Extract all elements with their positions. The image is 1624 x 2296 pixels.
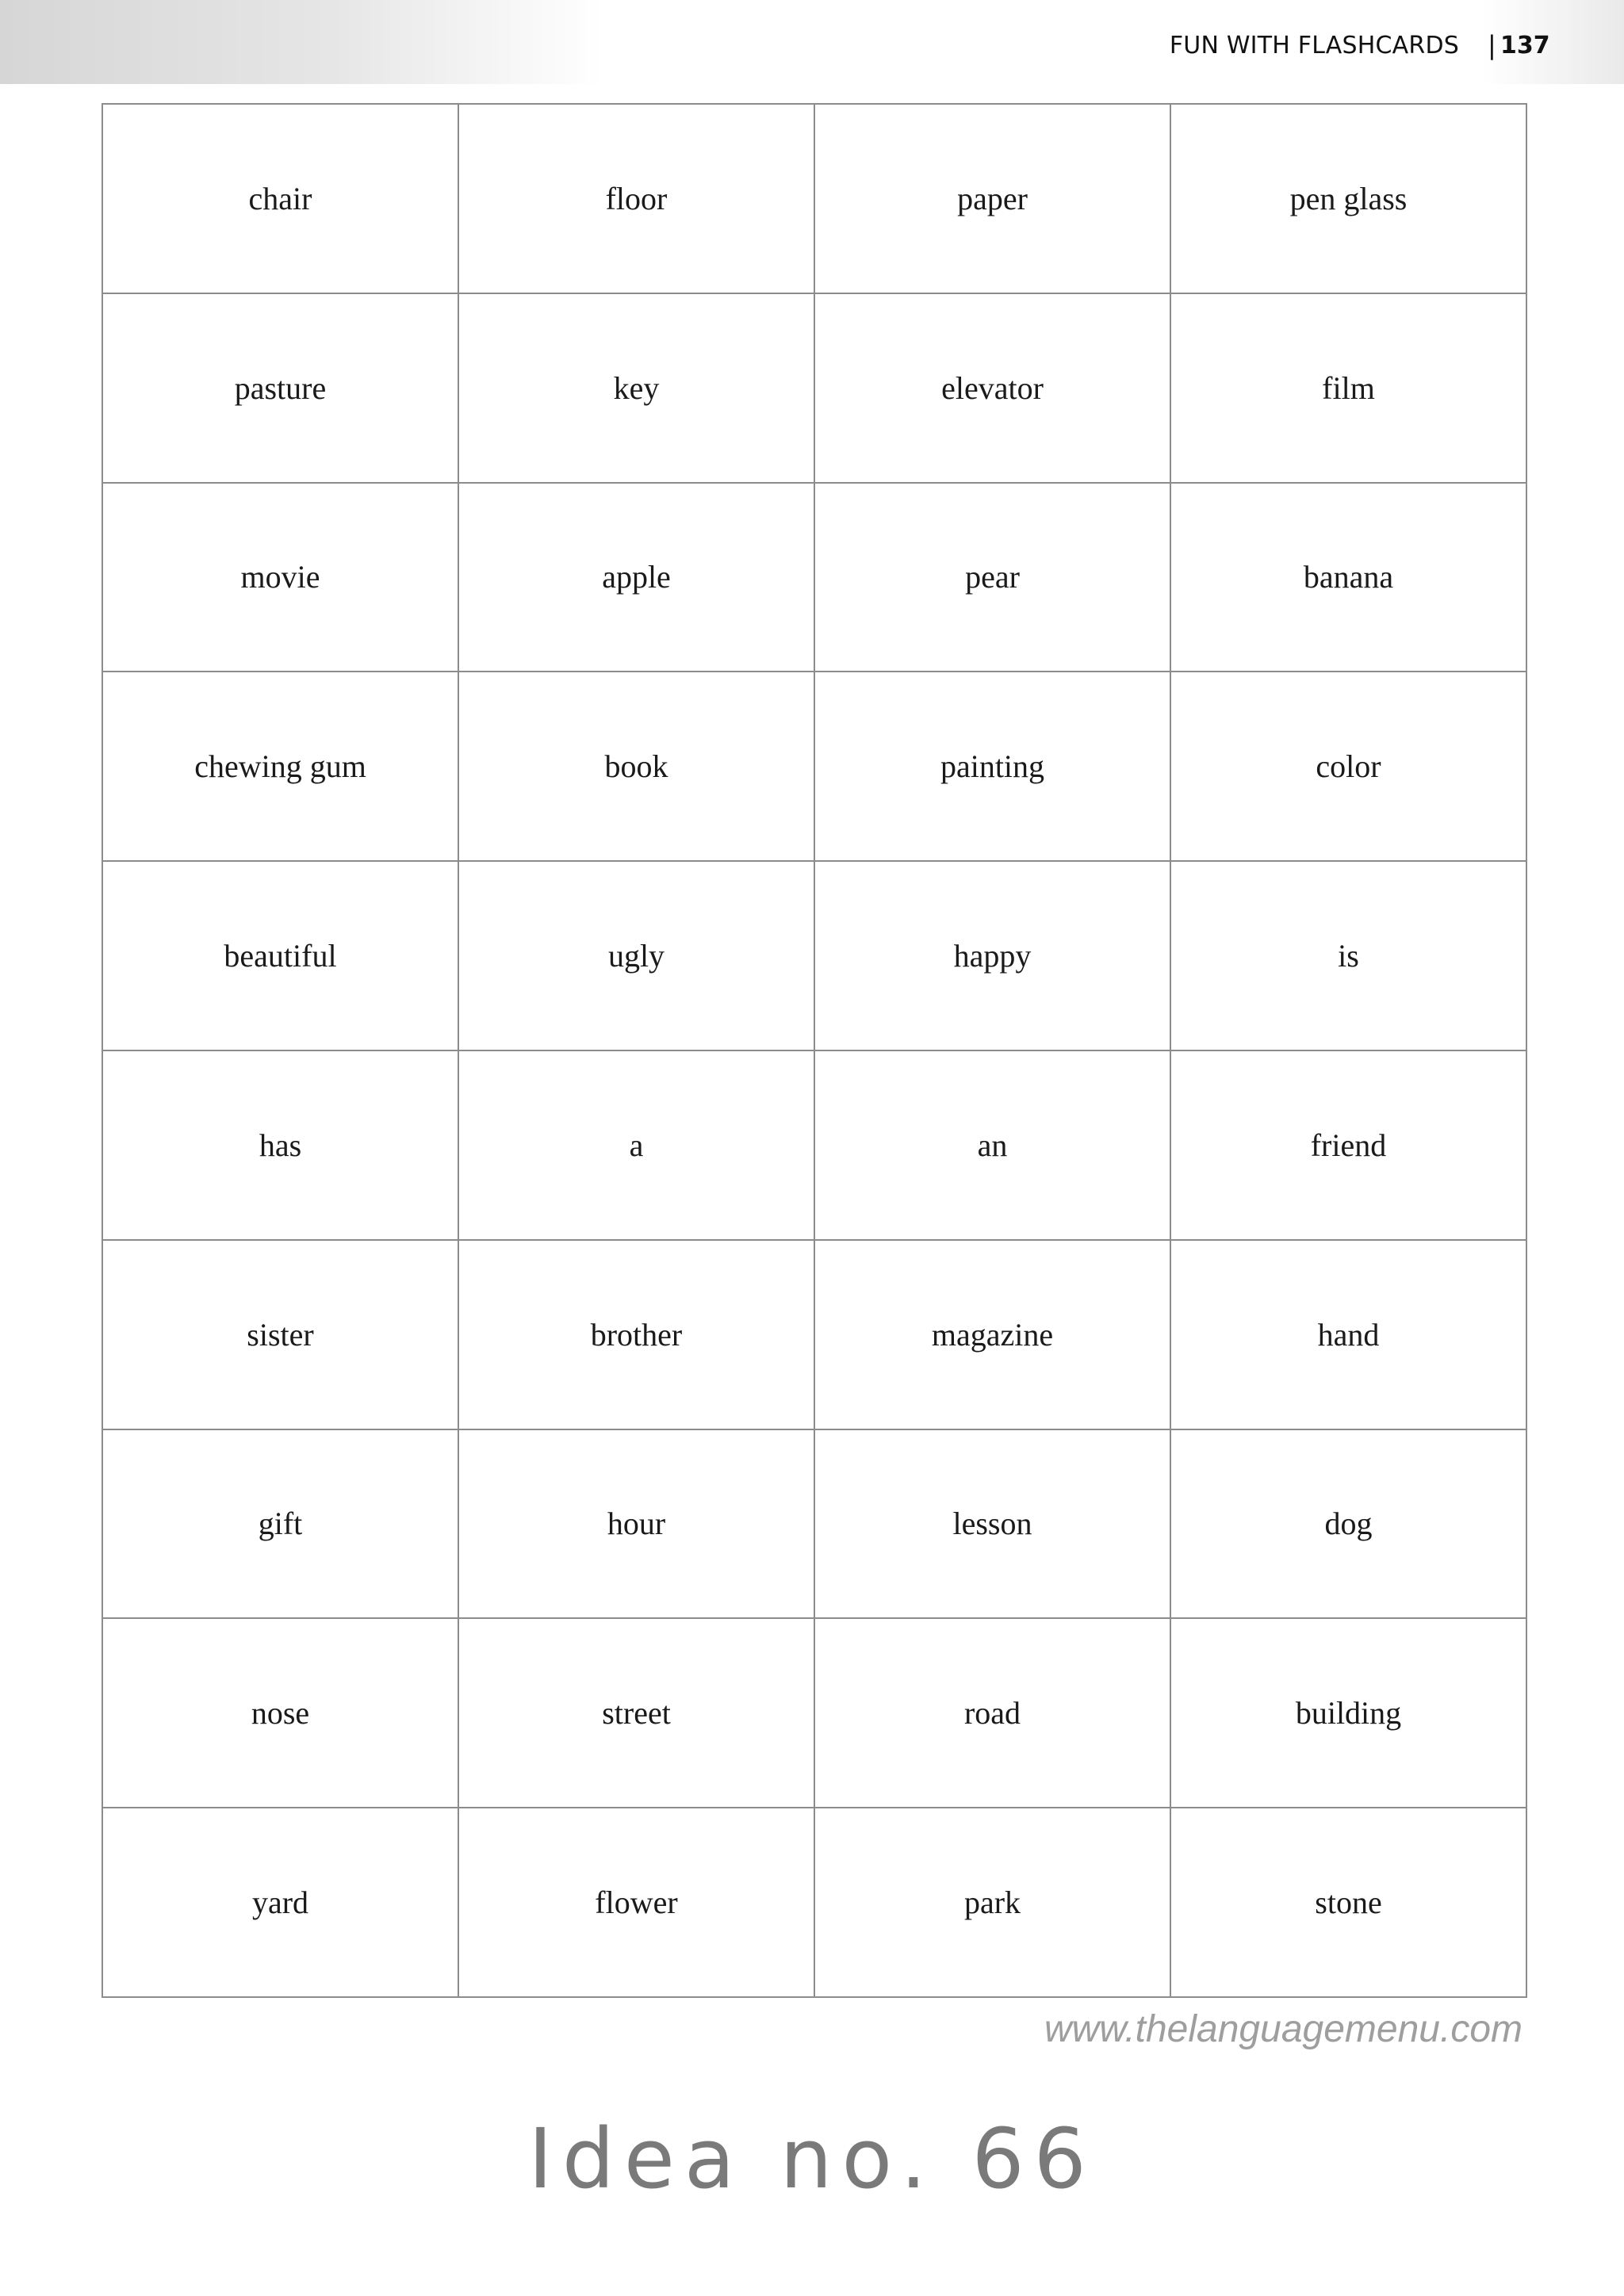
flashcard: happy bbox=[814, 861, 1170, 1050]
flashcard: magazine bbox=[814, 1240, 1170, 1429]
flashcard: nose bbox=[102, 1618, 458, 1808]
flashcard: painting bbox=[814, 672, 1170, 861]
flashcard: hand bbox=[1170, 1240, 1526, 1429]
flashcard: key bbox=[458, 293, 814, 483]
flashcard: building bbox=[1170, 1618, 1526, 1808]
flashcard: flower bbox=[458, 1808, 814, 1997]
flashcard: park bbox=[814, 1808, 1170, 1997]
flashcard-row bbox=[102, 104, 1526, 293]
flashcard: lesson bbox=[814, 1429, 1170, 1619]
flashcard: hour bbox=[458, 1429, 814, 1619]
flashcard: gift bbox=[102, 1429, 458, 1619]
flashcard: color bbox=[1170, 672, 1526, 861]
flashcard: banana bbox=[1170, 483, 1526, 672]
flashcard-row bbox=[102, 483, 1526, 672]
flashcard: movie bbox=[102, 483, 458, 672]
website-url: www.thelanguagemenu.com bbox=[1044, 2008, 1522, 2050]
flashcard: pear bbox=[814, 483, 1170, 672]
flashcard-row bbox=[102, 293, 1526, 483]
flashcard: dog bbox=[1170, 1429, 1526, 1619]
flashcard: friend bbox=[1170, 1050, 1526, 1240]
idea-title: Idea no. 66 bbox=[528, 2110, 1096, 2207]
flashcard: sister bbox=[102, 1240, 458, 1429]
flashcard: pen glass bbox=[1170, 104, 1526, 293]
flashcard: beautiful bbox=[102, 861, 458, 1050]
flashcard-row bbox=[102, 1808, 1526, 1997]
page-number: 137 bbox=[1500, 32, 1550, 59]
flashcard: chair bbox=[102, 104, 458, 293]
flashcard: has bbox=[102, 1050, 458, 1240]
running-header-title: FUN WITH FLASHCARDS bbox=[1169, 32, 1459, 59]
flashcard: a bbox=[458, 1050, 814, 1240]
flashcard: stone bbox=[1170, 1808, 1526, 1997]
flashcard: chewing gum bbox=[102, 672, 458, 861]
flashcard: paper bbox=[814, 104, 1170, 293]
flashcard: book bbox=[458, 672, 814, 861]
flashcard-grid bbox=[102, 103, 1527, 1998]
flashcard: ugly bbox=[458, 861, 814, 1050]
flashcard: is bbox=[1170, 861, 1526, 1050]
flashcard: an bbox=[814, 1050, 1170, 1240]
flashcard: pasture bbox=[102, 293, 458, 483]
flashcard: brother bbox=[458, 1240, 814, 1429]
flashcard: yard bbox=[102, 1808, 458, 1997]
flashcard-row bbox=[102, 1240, 1526, 1429]
flashcard: road bbox=[814, 1618, 1170, 1808]
header-separator: | bbox=[1488, 30, 1496, 60]
flashcard: elevator bbox=[814, 293, 1170, 483]
flashcard: apple bbox=[458, 483, 814, 672]
flashcard-row bbox=[102, 1618, 1526, 1808]
flashcard-row bbox=[102, 1429, 1526, 1619]
flashcard-row bbox=[102, 672, 1526, 861]
flashcard-row bbox=[102, 1050, 1526, 1240]
flashcard: film bbox=[1170, 293, 1526, 483]
flashcard-row bbox=[102, 861, 1526, 1050]
flashcard: floor bbox=[458, 104, 814, 293]
flashcard: street bbox=[458, 1618, 814, 1808]
